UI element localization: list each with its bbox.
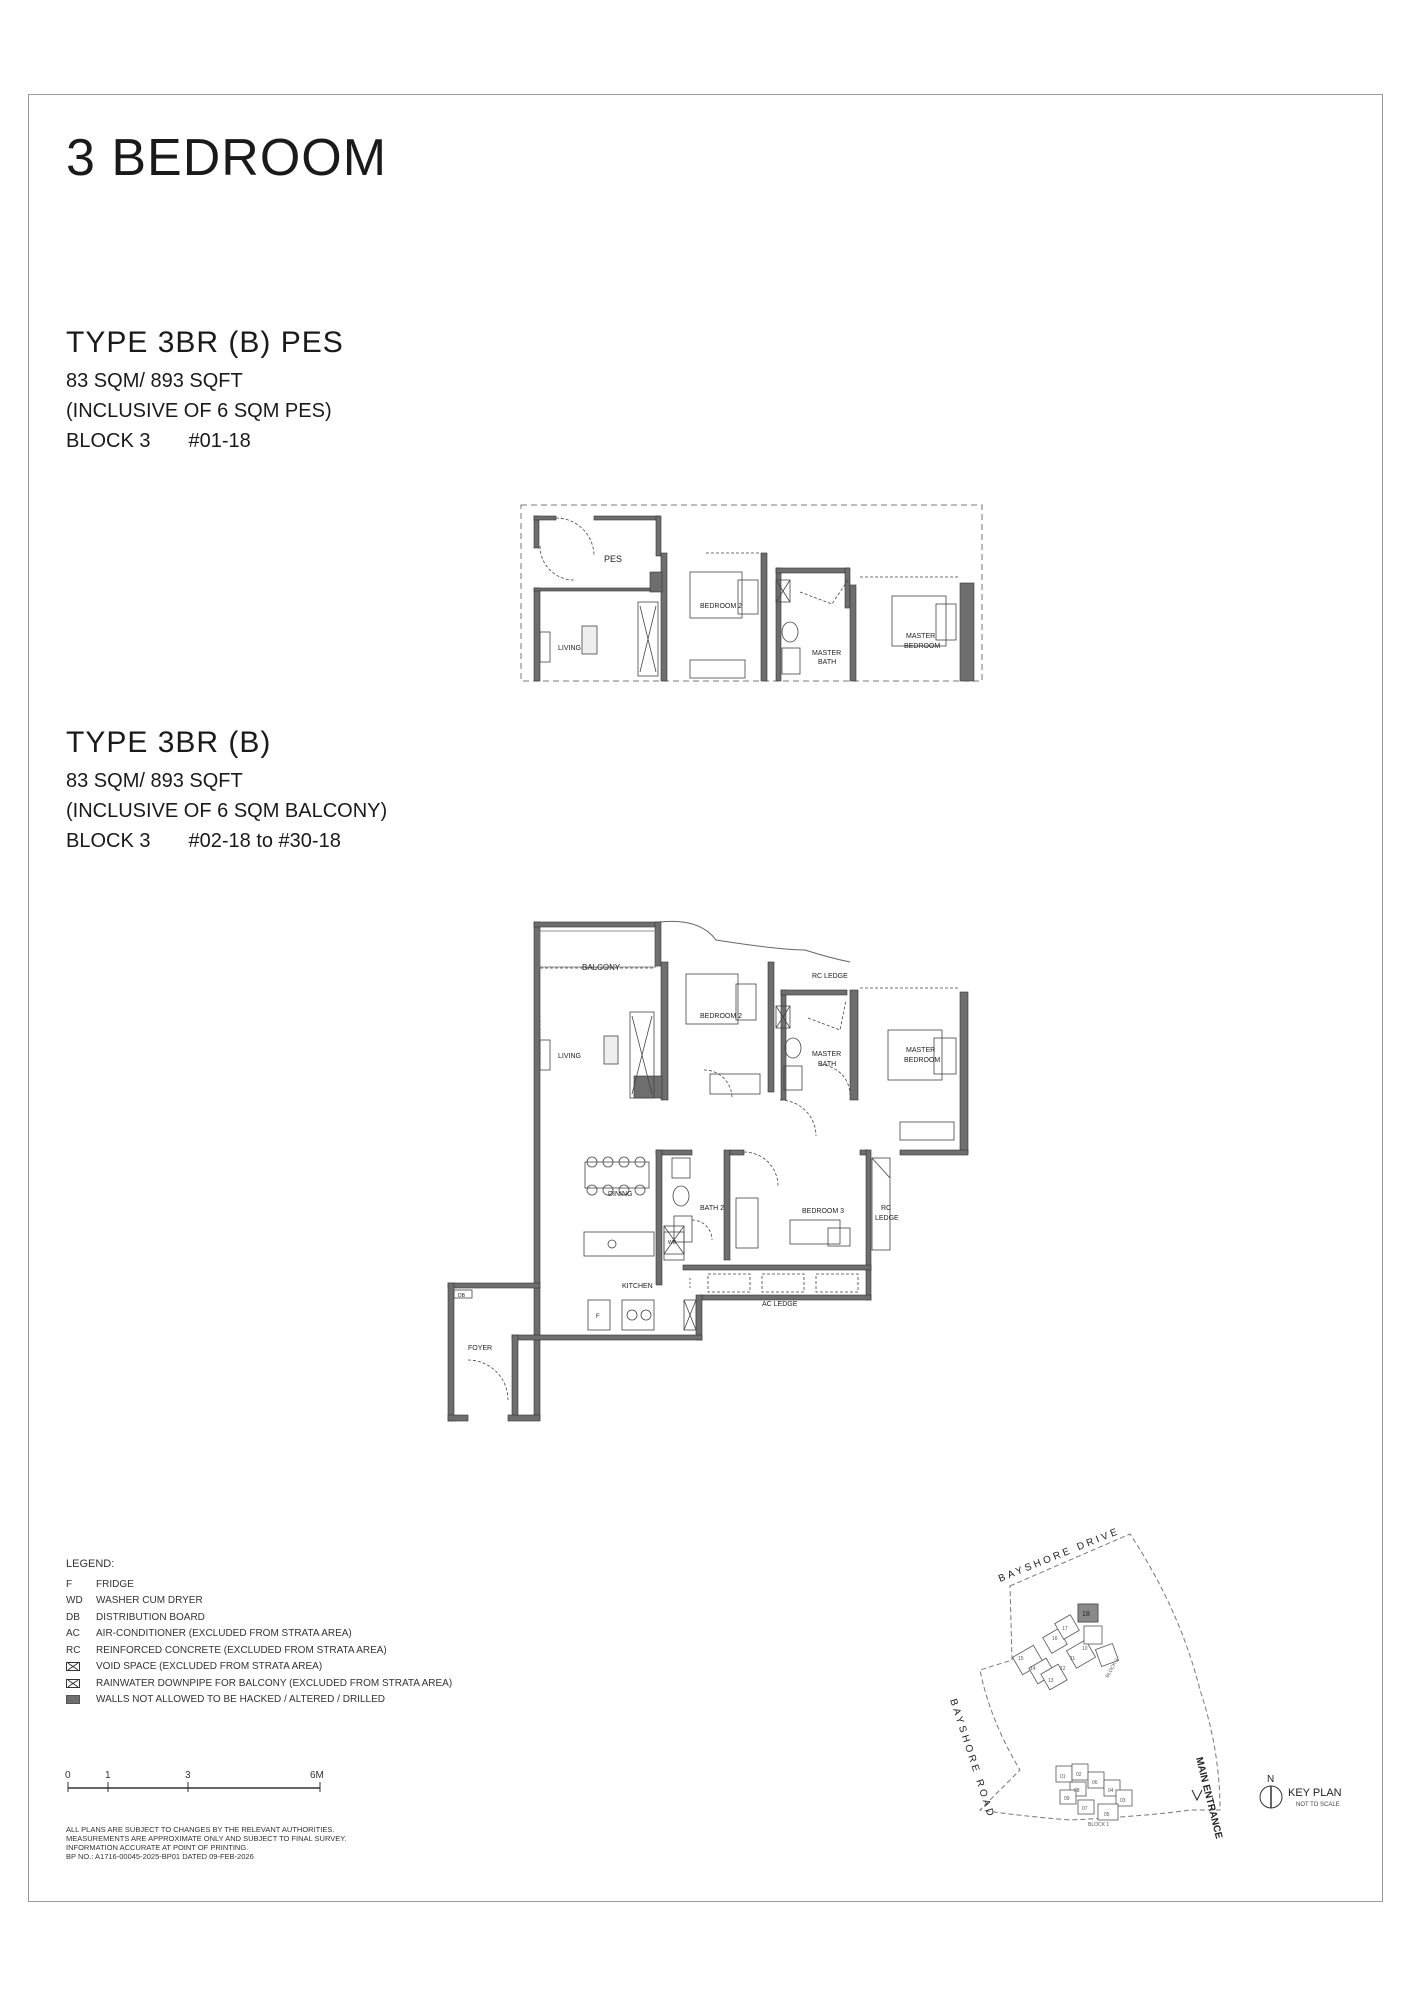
- keyplan-unit: 06: [1092, 1780, 1098, 1786]
- typical-label-living: LIVING: [558, 1053, 581, 1060]
- unit-pes-units: #01-18: [188, 430, 251, 452]
- keyplan-block1-label: BLOCK 1: [1088, 1822, 1110, 1828]
- unit-typical-block: BLOCK 3: [66, 830, 151, 852]
- north-label: N: [1267, 1774, 1275, 1785]
- unit-pes-area: 83 SQM/ 893 SQFT: [66, 370, 243, 392]
- typical-fixtures: [454, 931, 960, 1400]
- unit-typical-inclusive: (INCLUSIVE OF 6 SQM BALCONY): [66, 800, 388, 822]
- key-plan-subtitle: NOT TO SCALE: [1296, 1802, 1340, 1808]
- typical-label-foyer: FOYER: [468, 1345, 493, 1352]
- downpipe-icon: [66, 1679, 80, 1688]
- scale-tick: 1: [105, 1770, 111, 1781]
- typical-label-wd: WD: [668, 1240, 677, 1246]
- legend-item: DB DISTRIBUTION BOARD: [66, 1611, 205, 1623]
- scale-tick: 3: [185, 1770, 191, 1781]
- keyplan-unit: 15: [1018, 1656, 1024, 1662]
- typical-label-ac-ledge: AC LEDGE: [762, 1301, 798, 1308]
- keyplan-unit: 14: [1030, 1666, 1036, 1672]
- keyplan-block3-label: BLOCK 3: [1104, 1657, 1121, 1679]
- disclaimer-notes: ALL PLANS ARE SUBJECT TO CHANGES BY THE RELEVANT AUTHORITIES. MEASUREMENTS ARE APPROXIMATE ONLY AND SUBJECT TO FINAL SURVEY. INFORMATION ACCURATE AT POINT OF PRINTING. BP NO.: A1716-00045-2025-BP01 DATED 09-FEB-2026: [66, 1825, 347, 1861]
- wall-hatch-icon: [66, 1695, 80, 1704]
- typical-label-masterbath-1: MASTER: [812, 1051, 842, 1058]
- keyplan-unit: 01: [1060, 1774, 1066, 1780]
- typical-label-bath2: BATH 2: [700, 1205, 724, 1212]
- keyplan-unit: 03: [1120, 1798, 1126, 1804]
- typical-label-masterbath-2: BATH: [818, 1061, 837, 1068]
- road-bayshore-drive: BAYSHORE DRIVE: [997, 1525, 1122, 1585]
- typical-label-balcony: BALCONY: [582, 963, 621, 972]
- typical-label-kitchen: KITCHEN: [622, 1283, 653, 1290]
- legend-item: RC REINFORCED CONCRETE (EXCLUDED FROM STRATA AREA): [66, 1644, 387, 1656]
- unit-pes-inclusive: (INCLUSIVE OF 6 SQM PES): [66, 400, 332, 422]
- keyplan-unit: 17: [1062, 1626, 1068, 1632]
- legend-item: RAINWATER DOWNPIPE FOR BALCONY (EXCLUDED FROM STRATA AREA): [66, 1675, 452, 1692]
- main-entrance-label: MAIN ENTRANCE: [1193, 1756, 1225, 1841]
- unit-pes-type: TYPE 3BR (B) PES: [66, 326, 344, 359]
- pes-label-pes: PES: [604, 554, 623, 564]
- page-title: 3 BEDROOM: [66, 129, 388, 187]
- void-space-icon: [66, 1662, 80, 1671]
- keyplan-unit: 11: [1070, 1656, 1076, 1662]
- keyplan-unit: 08: [1074, 1788, 1080, 1794]
- scale-tick: 0: [65, 1770, 71, 1781]
- unit-typical-type: TYPE 3BR (B): [66, 726, 272, 759]
- legend-item: WALLS NOT ALLOWED TO BE HACKED / ALTERED / DRILLED: [66, 1692, 452, 1709]
- legend-item: AC AIR-CONDITIONER (EXCLUDED FROM STRATA AREA): [66, 1628, 352, 1640]
- keyplan-unit: 07: [1082, 1806, 1088, 1812]
- entrance-arrow-icon: [1192, 1790, 1202, 1800]
- keyplan-unit: 10: [1082, 1646, 1088, 1652]
- scale-tick: 6M: [310, 1770, 324, 1781]
- pes-label-living: LIVING: [558, 645, 581, 652]
- pes-label-bedroom2: BEDROOM 2: [700, 603, 743, 610]
- keyplan-unit: 16: [1052, 1636, 1058, 1642]
- key-plan-title: KEY PLAN: [1288, 1787, 1342, 1799]
- legend-item: F FRIDGE: [66, 1578, 134, 1590]
- typical-rc-curve: [660, 921, 850, 962]
- keyplan-unit: 04: [1108, 1788, 1114, 1794]
- pes-label-masterbath-2: BATH: [818, 659, 837, 666]
- typical-label-bedroom3: BEDROOM 3: [802, 1208, 845, 1215]
- pes-label-masterbed-1: MASTER: [906, 633, 936, 640]
- key-plan: [920, 1520, 1350, 1850]
- typical-label-rc-ledge-2: LEDGE: [875, 1215, 899, 1222]
- keyplan-block1: [1056, 1764, 1132, 1820]
- pes-label-masterbath-1: MASTER: [812, 650, 842, 657]
- pes-label-masterbed-2: BEDROOM: [904, 643, 941, 650]
- typical-label-masterbed-2: BEDROOM: [904, 1057, 941, 1064]
- typical-label-dining: DINING: [608, 1191, 633, 1198]
- legend-title: LEGEND:: [66, 1558, 115, 1570]
- legend: [66, 1576, 452, 1708]
- scale-bar: [60, 1768, 340, 1798]
- legend-item: VOID SPACE (EXCLUDED FROM STRATA AREA): [66, 1659, 452, 1676]
- unit-typical-units: #02-18 to #30-18: [188, 830, 341, 852]
- keyplan-unit: 12: [1060, 1666, 1066, 1672]
- keyplan-unit: 13: [1048, 1678, 1054, 1684]
- legend-item: WD WASHER CUM DRYER: [66, 1595, 203, 1607]
- typical-label-bedroom2: BEDROOM 2: [700, 1013, 743, 1020]
- keyplan-unit: 05: [1104, 1812, 1110, 1818]
- unit-pes-block: BLOCK 3: [66, 430, 151, 452]
- typical-label-rc-ledge-top: RC LEDGE: [812, 973, 848, 980]
- typical-label-rc-ledge-1: RC: [881, 1205, 892, 1212]
- typical-label-masterbed-1: MASTER: [906, 1047, 936, 1054]
- keyplan-unit-18: 18: [1082, 1611, 1090, 1618]
- road-bayshore-road: BAYSHORE ROAD: [947, 1697, 997, 1821]
- unit-typical-area: 83 SQM/ 893 SQFT: [66, 770, 243, 792]
- typical-label-fridge: F: [596, 1314, 600, 1320]
- typical-label-db: DB: [458, 1293, 465, 1299]
- keyplan-unit: 09: [1064, 1796, 1070, 1802]
- keyplan-unit: 02: [1076, 1772, 1082, 1778]
